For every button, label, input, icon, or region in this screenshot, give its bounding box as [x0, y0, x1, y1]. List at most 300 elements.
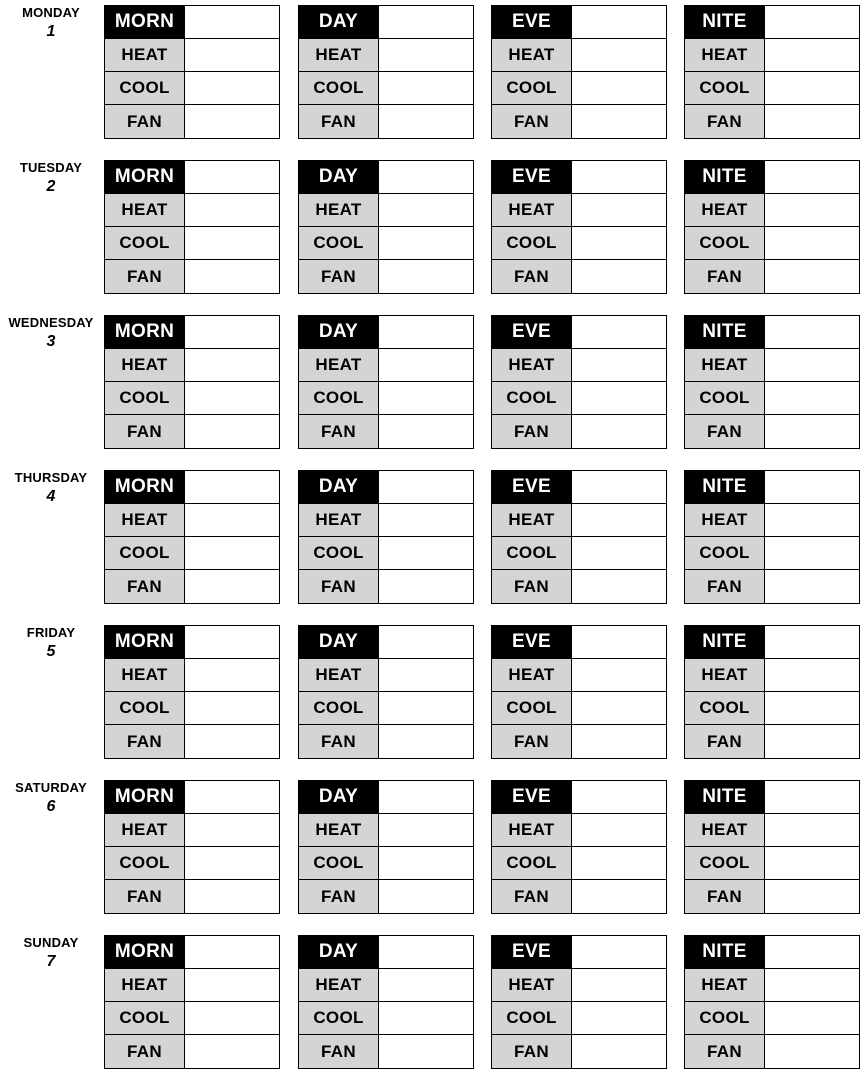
period-label: MORN	[105, 781, 185, 813]
setting-value-field[interactable]	[572, 504, 666, 536]
setting-row-fan	[105, 570, 279, 603]
setting-row-cool	[492, 227, 666, 260]
period-nite	[684, 935, 860, 1069]
setting-label: FAN	[105, 570, 185, 603]
setting-label: COOL	[105, 382, 185, 414]
setting-row-heat	[299, 39, 473, 72]
setting-label: FAN	[685, 105, 765, 138]
period-header	[105, 316, 279, 349]
period-eve	[491, 160, 667, 294]
period-header	[685, 161, 859, 194]
setting-value-field[interactable]	[572, 537, 666, 569]
setting-row-cool	[299, 847, 473, 880]
setting-row-fan	[105, 105, 279, 138]
setting-label: COOL	[105, 227, 185, 259]
period-time-field[interactable]	[185, 781, 279, 813]
setting-value-field[interactable]	[765, 1035, 859, 1068]
period-header	[492, 161, 666, 194]
period-time-field[interactable]	[572, 781, 666, 813]
setting-row-heat	[299, 659, 473, 692]
setting-value-field[interactable]	[765, 880, 859, 913]
setting-label: COOL	[299, 227, 379, 259]
period-time-field[interactable]	[185, 6, 279, 38]
setting-row-fan	[299, 880, 473, 913]
period-time-field[interactable]	[379, 626, 473, 658]
period-time-field[interactable]	[185, 161, 279, 193]
setting-row-heat	[299, 969, 473, 1002]
period-time-field[interactable]	[765, 471, 859, 503]
setting-value-field[interactable]	[185, 504, 279, 536]
setting-label: FAN	[685, 880, 765, 913]
setting-value-field[interactable]	[185, 227, 279, 259]
setting-row-fan	[105, 260, 279, 293]
day-row-sunday	[0, 930, 867, 1064]
setting-value-field[interactable]	[185, 39, 279, 71]
setting-label: HEAT	[299, 969, 379, 1001]
setting-value-field[interactable]	[765, 260, 859, 293]
setting-value-field[interactable]	[572, 105, 666, 138]
setting-row-cool	[105, 537, 279, 570]
period-day	[298, 315, 474, 449]
setting-value-field[interactable]	[765, 659, 859, 691]
setting-label: FAN	[492, 415, 572, 448]
setting-value-field[interactable]	[379, 105, 473, 138]
setting-label: COOL	[299, 382, 379, 414]
setting-value-field[interactable]	[185, 382, 279, 414]
setting-row-fan	[685, 260, 859, 293]
setting-value-field[interactable]	[765, 725, 859, 758]
period-label: DAY	[299, 626, 379, 658]
period-header	[492, 471, 666, 504]
setting-label: COOL	[685, 1002, 765, 1034]
setting-value-field[interactable]	[572, 349, 666, 381]
setting-label: COOL	[299, 537, 379, 569]
period-time-field[interactable]	[379, 781, 473, 813]
setting-value-field[interactable]	[379, 659, 473, 691]
setting-row-cool	[492, 847, 666, 880]
day-name: TUESDAY	[19, 160, 83, 175]
setting-value-field[interactable]	[765, 969, 859, 1001]
setting-row-heat	[299, 504, 473, 537]
setting-value-field[interactable]	[185, 72, 279, 104]
setting-value-field[interactable]	[765, 194, 859, 226]
period-eve	[491, 935, 667, 1069]
setting-row-cool	[299, 382, 473, 415]
setting-value-field[interactable]	[379, 194, 473, 226]
setting-row-fan	[492, 260, 666, 293]
setting-label: FAN	[299, 1035, 379, 1068]
period-header	[105, 471, 279, 504]
period-morn	[104, 160, 280, 294]
day-name: SATURDAY	[15, 780, 87, 795]
setting-value-field[interactable]	[572, 847, 666, 879]
setting-row-fan	[299, 570, 473, 603]
period-time-field[interactable]	[765, 626, 859, 658]
setting-label: HEAT	[492, 39, 572, 71]
setting-value-field[interactable]	[185, 105, 279, 138]
setting-label: COOL	[105, 537, 185, 569]
period-header	[492, 6, 666, 39]
period-label: DAY	[299, 6, 379, 38]
period-eve	[491, 315, 667, 449]
setting-row-heat	[105, 969, 279, 1002]
setting-row-fan	[492, 105, 666, 138]
period-time-field[interactable]	[379, 471, 473, 503]
setting-value-field[interactable]	[379, 847, 473, 879]
setting-label: FAN	[105, 1035, 185, 1068]
setting-value-field[interactable]	[379, 227, 473, 259]
period-header	[299, 781, 473, 814]
setting-value-field[interactable]	[572, 570, 666, 603]
period-time-field[interactable]	[572, 316, 666, 348]
period-day	[298, 780, 474, 914]
setting-value-field[interactable]	[185, 814, 279, 846]
setting-value-field[interactable]	[379, 537, 473, 569]
setting-label: HEAT	[685, 969, 765, 1001]
setting-label: HEAT	[105, 814, 185, 846]
setting-row-cool	[299, 537, 473, 570]
setting-value-field[interactable]	[572, 72, 666, 104]
setting-label: FAN	[685, 1035, 765, 1068]
setting-value-field[interactable]	[572, 725, 666, 758]
setting-row-fan	[685, 1035, 859, 1068]
day-label	[0, 5, 102, 40]
period-time-field[interactable]	[572, 161, 666, 193]
setting-value-field[interactable]	[765, 382, 859, 414]
setting-value-field[interactable]	[379, 570, 473, 603]
setting-value-field[interactable]	[765, 537, 859, 569]
setting-label: COOL	[299, 1002, 379, 1034]
setting-label: COOL	[299, 692, 379, 724]
setting-row-heat	[299, 194, 473, 227]
period-time-field[interactable]	[765, 936, 859, 968]
setting-value-field[interactable]	[379, 969, 473, 1001]
day-number: 3	[46, 333, 56, 350]
setting-value-field[interactable]	[572, 39, 666, 71]
setting-row-cool	[492, 537, 666, 570]
setting-row-cool	[685, 72, 859, 105]
period-day	[298, 935, 474, 1069]
setting-value-field[interactable]	[185, 415, 279, 448]
period-label: MORN	[105, 936, 185, 968]
setting-row-fan	[105, 725, 279, 758]
setting-value-field[interactable]	[185, 880, 279, 913]
setting-label: COOL	[685, 227, 765, 259]
period-eve	[491, 470, 667, 604]
setting-label: FAN	[105, 725, 185, 758]
period-header	[685, 316, 859, 349]
setting-value-field[interactable]	[572, 194, 666, 226]
setting-value-field[interactable]	[572, 880, 666, 913]
setting-row-heat	[685, 349, 859, 382]
day-label	[0, 935, 102, 970]
setting-value-field[interactable]	[765, 570, 859, 603]
setting-label: FAN	[105, 260, 185, 293]
period-time-field[interactable]	[765, 316, 859, 348]
period-label: MORN	[105, 626, 185, 658]
period-header	[105, 161, 279, 194]
setting-label: COOL	[299, 72, 379, 104]
period-time-field[interactable]	[572, 936, 666, 968]
period-header	[685, 626, 859, 659]
period-time-field[interactable]	[572, 626, 666, 658]
period-time-field[interactable]	[572, 471, 666, 503]
period-label: MORN	[105, 6, 185, 38]
setting-row-cool	[105, 847, 279, 880]
setting-row-fan	[685, 725, 859, 758]
setting-value-field[interactable]	[572, 415, 666, 448]
period-time-field[interactable]	[765, 161, 859, 193]
period-nite	[684, 625, 860, 759]
period-time-field[interactable]	[185, 936, 279, 968]
period-morn	[104, 780, 280, 914]
setting-value-field[interactable]	[379, 504, 473, 536]
day-number: 1	[46, 23, 56, 40]
setting-label: FAN	[105, 880, 185, 913]
period-nite	[684, 315, 860, 449]
setting-label: COOL	[105, 847, 185, 879]
setting-value-field[interactable]	[379, 1002, 473, 1034]
setting-value-field[interactable]	[765, 415, 859, 448]
setting-label: COOL	[299, 847, 379, 879]
setting-value-field[interactable]	[379, 260, 473, 293]
period-time-field[interactable]	[185, 316, 279, 348]
setting-value-field[interactable]	[185, 570, 279, 603]
setting-value-field[interactable]	[379, 39, 473, 71]
day-row-monday	[0, 0, 867, 134]
period-time-field[interactable]	[765, 781, 859, 813]
setting-value-field[interactable]	[185, 349, 279, 381]
period-header	[299, 316, 473, 349]
setting-row-cool	[685, 227, 859, 260]
setting-value-field[interactable]	[765, 692, 859, 724]
period-nite	[684, 5, 860, 139]
setting-row-heat	[685, 969, 859, 1002]
setting-label: FAN	[685, 570, 765, 603]
setting-value-field[interactable]	[765, 814, 859, 846]
day-name: FRIDAY	[26, 625, 76, 640]
setting-value-field[interactable]	[185, 847, 279, 879]
setting-value-field[interactable]	[185, 725, 279, 758]
setting-row-fan	[492, 415, 666, 448]
setting-row-heat	[299, 349, 473, 382]
period-nite	[684, 160, 860, 294]
day-number: 5	[46, 643, 56, 660]
period-day	[298, 5, 474, 139]
setting-value-field[interactable]	[379, 692, 473, 724]
setting-row-cool	[685, 1002, 859, 1035]
day-label	[0, 780, 102, 815]
setting-row-cool	[685, 537, 859, 570]
setting-label: HEAT	[105, 349, 185, 381]
setting-value-field[interactable]	[379, 880, 473, 913]
day-name: MONDAY	[22, 5, 80, 20]
setting-row-heat	[105, 659, 279, 692]
period-label: EVE	[492, 161, 572, 193]
setting-label: HEAT	[492, 659, 572, 691]
setting-row-fan	[685, 570, 859, 603]
setting-label: COOL	[685, 72, 765, 104]
setting-label: FAN	[492, 570, 572, 603]
setting-label: COOL	[105, 72, 185, 104]
period-time-field[interactable]	[185, 626, 279, 658]
setting-value-field[interactable]	[765, 227, 859, 259]
setting-label: HEAT	[105, 504, 185, 536]
setting-value-field[interactable]	[379, 349, 473, 381]
setting-value-field[interactable]	[185, 1035, 279, 1068]
setting-row-cool	[299, 1002, 473, 1035]
setting-row-heat	[685, 504, 859, 537]
setting-value-field[interactable]	[765, 105, 859, 138]
period-morn	[104, 935, 280, 1069]
setting-value-field[interactable]	[379, 1035, 473, 1068]
day-name: SUNDAY	[23, 935, 79, 950]
setting-label: COOL	[492, 227, 572, 259]
setting-value-field[interactable]	[765, 39, 859, 71]
setting-label: HEAT	[299, 814, 379, 846]
setting-label: COOL	[492, 847, 572, 879]
setting-value-field[interactable]	[765, 349, 859, 381]
setting-value-field[interactable]	[572, 227, 666, 259]
setting-value-field[interactable]	[185, 659, 279, 691]
setting-value-field[interactable]	[185, 260, 279, 293]
period-time-field[interactable]	[379, 936, 473, 968]
setting-label: HEAT	[299, 349, 379, 381]
setting-row-cool	[105, 692, 279, 725]
period-label: EVE	[492, 781, 572, 813]
setting-row-fan	[105, 415, 279, 448]
period-header	[492, 936, 666, 969]
period-label: MORN	[105, 161, 185, 193]
period-time-field[interactable]	[379, 6, 473, 38]
setting-row-heat	[105, 194, 279, 227]
setting-value-field[interactable]	[572, 260, 666, 293]
period-time-field[interactable]	[572, 6, 666, 38]
setting-value-field[interactable]	[572, 659, 666, 691]
setting-value-field[interactable]	[185, 194, 279, 226]
period-header	[299, 161, 473, 194]
setting-row-heat	[685, 659, 859, 692]
setting-value-field[interactable]	[379, 415, 473, 448]
setting-label: HEAT	[492, 814, 572, 846]
setting-value-field[interactable]	[765, 504, 859, 536]
period-label: EVE	[492, 471, 572, 503]
setting-label: COOL	[685, 847, 765, 879]
setting-row-heat	[492, 504, 666, 537]
setting-value-field[interactable]	[765, 72, 859, 104]
setting-value-field[interactable]	[572, 1002, 666, 1034]
period-morn	[104, 315, 280, 449]
setting-value-field[interactable]	[765, 1002, 859, 1034]
period-header	[492, 626, 666, 659]
setting-label: FAN	[492, 105, 572, 138]
setting-value-field[interactable]	[572, 382, 666, 414]
day-number: 4	[46, 488, 56, 505]
period-time-field[interactable]	[765, 6, 859, 38]
period-morn	[104, 470, 280, 604]
setting-row-heat	[105, 504, 279, 537]
period-time-field[interactable]	[379, 316, 473, 348]
setting-label: COOL	[492, 537, 572, 569]
setting-value-field[interactable]	[185, 537, 279, 569]
setting-row-cool	[492, 692, 666, 725]
setting-label: HEAT	[685, 194, 765, 226]
setting-row-fan	[492, 725, 666, 758]
setting-label: FAN	[492, 725, 572, 758]
setting-label: COOL	[685, 692, 765, 724]
setting-label: COOL	[492, 1002, 572, 1034]
period-morn	[104, 5, 280, 139]
setting-label: FAN	[299, 725, 379, 758]
setting-value-field[interactable]	[379, 382, 473, 414]
setting-row-heat	[492, 659, 666, 692]
period-label: EVE	[492, 316, 572, 348]
setting-row-fan	[492, 1035, 666, 1068]
period-header	[492, 781, 666, 814]
period-header	[299, 626, 473, 659]
day-name: THURSDAY	[14, 470, 88, 485]
setting-value-field[interactable]	[765, 847, 859, 879]
setting-label: FAN	[685, 415, 765, 448]
day-row-tuesday	[0, 155, 867, 289]
setting-value-field[interactable]	[379, 72, 473, 104]
setting-label: COOL	[492, 72, 572, 104]
setting-label: FAN	[299, 105, 379, 138]
setting-label: HEAT	[685, 504, 765, 536]
period-eve	[491, 780, 667, 914]
setting-value-field[interactable]	[379, 814, 473, 846]
setting-value-field[interactable]	[185, 1002, 279, 1034]
setting-row-fan	[299, 1035, 473, 1068]
setting-label: HEAT	[685, 814, 765, 846]
setting-value-field[interactable]	[572, 1035, 666, 1068]
setting-label: COOL	[492, 692, 572, 724]
period-morn	[104, 625, 280, 759]
period-day	[298, 470, 474, 604]
setting-row-heat	[492, 194, 666, 227]
setting-row-fan	[105, 1035, 279, 1068]
setting-row-fan	[685, 105, 859, 138]
period-label: DAY	[299, 471, 379, 503]
setting-row-fan	[105, 880, 279, 913]
setting-label: FAN	[492, 1035, 572, 1068]
period-label: EVE	[492, 6, 572, 38]
period-time-field[interactable]	[185, 471, 279, 503]
setting-label: HEAT	[299, 659, 379, 691]
period-eve	[491, 625, 667, 759]
period-time-field[interactable]	[379, 161, 473, 193]
day-row-friday	[0, 620, 867, 754]
period-label: NITE	[685, 161, 765, 193]
setting-value-field[interactable]	[185, 692, 279, 724]
setting-label: HEAT	[299, 39, 379, 71]
day-label	[0, 315, 102, 350]
setting-label: FAN	[685, 725, 765, 758]
setting-row-fan	[492, 570, 666, 603]
period-day	[298, 160, 474, 294]
setting-value-field[interactable]	[572, 969, 666, 1001]
setting-label: FAN	[299, 260, 379, 293]
setting-value-field[interactable]	[572, 692, 666, 724]
setting-row-cool	[105, 227, 279, 260]
setting-value-field[interactable]	[572, 814, 666, 846]
setting-row-cool	[299, 692, 473, 725]
period-header	[685, 936, 859, 969]
setting-value-field[interactable]	[185, 969, 279, 1001]
setting-label: FAN	[492, 260, 572, 293]
setting-row-fan	[299, 105, 473, 138]
setting-value-field[interactable]	[379, 725, 473, 758]
